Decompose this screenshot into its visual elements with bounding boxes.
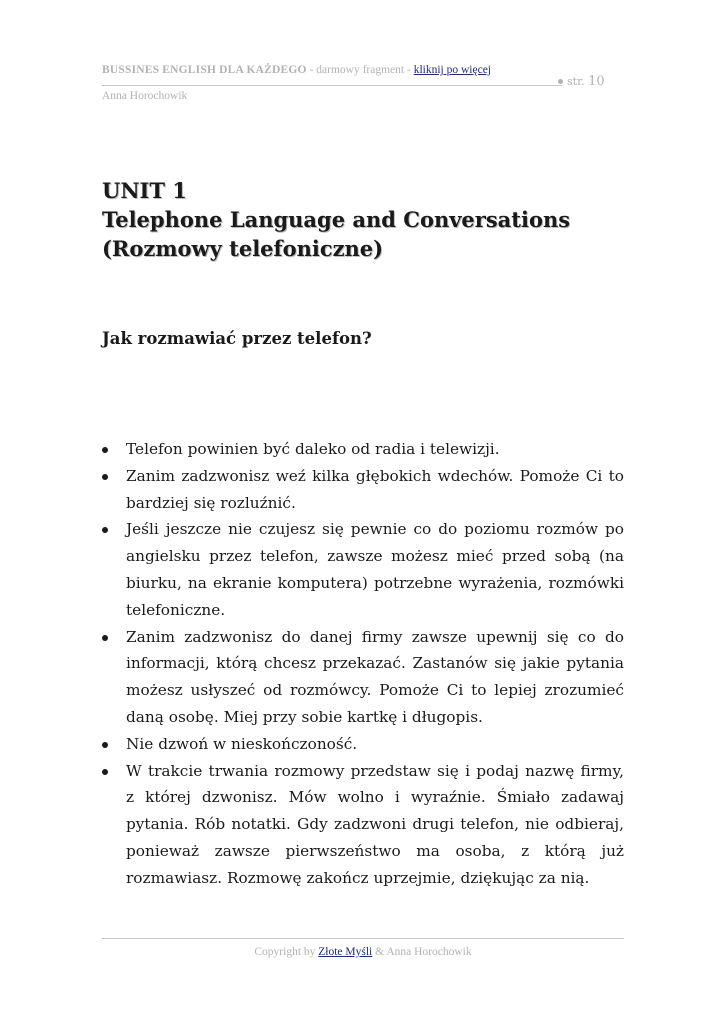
list-item-text: Telefon powinien być daleko od radia i telewizji. bbox=[126, 440, 500, 458]
header-divider bbox=[102, 85, 562, 86]
list-item-text: W trakcie trwania rozmowy przedstaw się i podaj nazwę firmy, z której dzwonisz. Mów wolno i wyraźnie. Śmiało zadawaj pytania. Rób notatki. Gdy zadzwoni drugi telefon, nie odbieraj, ponieważ zawsze pierwszeństwo ma osoba, z którą już rozmawiasz. Rozmowę zakończ uprzejmie, dziękując za nią. bbox=[126, 761, 624, 887]
section-heading: Jak rozmawiać przez telefon? bbox=[102, 329, 372, 348]
bullet-dot-icon bbox=[558, 79, 563, 84]
unit-title-line: UNIT 1 bbox=[102, 178, 187, 203]
header-brand: BUSSINES ENGLISH DLA KAŻDEGO bbox=[102, 64, 307, 76]
bullet-icon bbox=[102, 769, 108, 775]
header-separator: - bbox=[404, 64, 414, 76]
bullet-icon bbox=[102, 474, 108, 480]
list-item bbox=[102, 758, 624, 892]
footer-suffix: & Anna Horochowik bbox=[372, 946, 472, 958]
header-separator: - bbox=[306, 64, 317, 76]
publisher-link[interactable]: Złote Myśli bbox=[318, 946, 373, 958]
bullet-icon bbox=[102, 447, 108, 453]
footer-prefix: Copyright by bbox=[254, 946, 319, 958]
bullet-icon bbox=[102, 742, 108, 748]
bullet-icon bbox=[102, 635, 108, 641]
page-number-value: 10 bbox=[588, 74, 605, 89]
more-link[interactable]: kliknij po więcej bbox=[413, 64, 491, 76]
unit-title-line: (Rozmowy telefoniczne) bbox=[102, 236, 384, 261]
unit-title-line: Telephone Language and Conversations bbox=[102, 207, 571, 232]
list-item bbox=[102, 624, 624, 731]
header-line bbox=[102, 64, 491, 76]
header-author: Anna Horochowik bbox=[102, 90, 188, 102]
tips-list bbox=[102, 436, 624, 892]
list-item bbox=[102, 436, 624, 463]
page-label: str. bbox=[567, 75, 585, 88]
unit-title bbox=[102, 176, 570, 263]
list-item bbox=[102, 516, 624, 623]
header-fragment: darmowy fragment bbox=[316, 64, 405, 76]
list-item-text: Zanim zadzwonisz weź kilka głębokich wdechów. Pomoże Ci to bardziej się rozluźnić. bbox=[126, 466, 624, 512]
list-item bbox=[102, 731, 624, 758]
bullet-icon bbox=[102, 527, 108, 533]
list-item-text: Jeśli jeszcze nie czujesz się pewnie co do poziomu rozmów po angielsku przez telefon, zawsze możesz mieć przed sobą (na biurku, na ekranie komputera) potrzebne wyrażenia, rozmówki telefoniczne. bbox=[126, 520, 624, 619]
list-item bbox=[102, 463, 624, 517]
page-footer bbox=[102, 946, 624, 958]
page-number bbox=[558, 74, 605, 89]
list-item-text: Zanim zadzwonisz do danej firmy zawsze upewnij się co do informacji, którą chcesz przekazać. Zastanów się jakie pytania możesz usłyszeć od rozmówcy. Pomoże Ci to lepiej zrozumieć daną osobę. Miej przy sobie kartkę i długopis. bbox=[126, 627, 624, 726]
footer-divider bbox=[102, 938, 624, 939]
list-item-text: Nie dzwoń w nieskończoność. bbox=[126, 734, 358, 753]
page-header bbox=[102, 64, 624, 108]
